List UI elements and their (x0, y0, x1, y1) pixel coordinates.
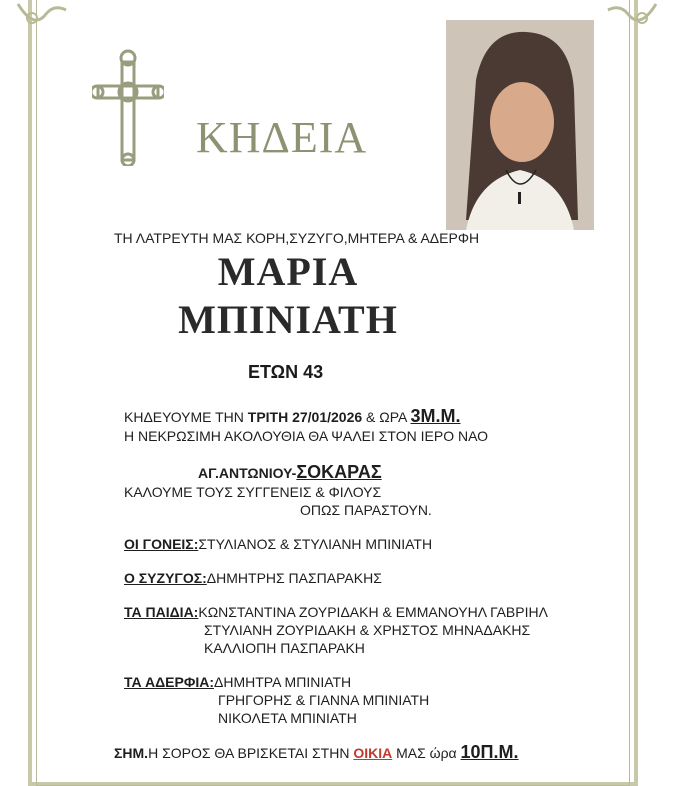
funeral-date-line (124, 406, 461, 427)
children-line-2: ΣΤΥΛΙΑΝΗ ΖΟΥΡΙΔΑΚΗ & ΧΡΗΣΤΟΣ ΜΗΝΑΔΑΚΗΣ (204, 622, 531, 638)
note-line (114, 742, 519, 763)
deceased-last-name: ΜΠΙΝΙΑΤΗ (178, 297, 398, 342)
children-line-3: ΚΑΛΛΙΟΠΗ ΠΑΣΠΑΡΑΚΗ (204, 640, 365, 656)
parents-label: ΟΙ ΓΟΝΕΙΣ: (124, 536, 199, 552)
funeral-time: 3Μ.Μ. (410, 406, 461, 426)
spouse-label: Ο ΣΥΖΥΓΟΣ: (124, 570, 207, 586)
note-place: ΟΙΚΙΑ (353, 745, 393, 761)
funeral-mid: & ΩΡΑ (362, 409, 411, 425)
deceased-photo (446, 20, 594, 230)
service-line: Η ΝΕΚΡΩΣΙΜΗ ΑΚΟΛΟΥΘΙΑ ΘΑ ΨΑΛΕΙ ΣΤΟΝ ΙΕΡΟ ΝΑΟ (124, 428, 489, 444)
children-line-1 (124, 604, 548, 620)
page-title: ΚΗΔΕΙΑ (196, 113, 368, 162)
orthodox-cross-icon (92, 48, 164, 166)
spouse-line (124, 570, 382, 586)
invite-line-1: ΚΑΛΟΥΜΕ ΤΟΥΣ ΣΥΓΓΕΝΕΙΣ & ΦΙΛΟΥΣ (124, 484, 382, 500)
children-label: ΤΑ ΠΑΙΔΙΑ: (124, 604, 199, 620)
funeral-prefix: ΚΗΔΕΥΟΥΜΕ ΤΗΝ (124, 409, 248, 425)
sibling-name: ΔΗΜΗΤΡΑ ΜΠΙΝΙΑΤΗ (214, 674, 352, 690)
children-name: ΚΩΝΣΤΑΝΤΙΝΑ ΖΟΥΡΙΔΑΚΗ & ΕΜΜΑΝΟΥΗΛ ΓΑΒΡΙΗΛ (198, 604, 548, 620)
note-label: ΣΗΜ. (114, 745, 149, 761)
siblings-line-1 (124, 674, 351, 690)
church-line (198, 462, 382, 483)
corner-ornament-right (596, 0, 660, 40)
deceased-age: ΕΤΩΝ 43 (248, 362, 324, 382)
invite-line-2: ΟΠΩΣ ΠΑΡΑΣΤΟΥΝ. (300, 502, 432, 518)
church-place: ΣΟΚΑΡΑΣ (296, 462, 382, 482)
siblings-line-2: ΓΡΗΓΟΡΗΣ & ΓΙΑΝΝΑ ΜΠΙΝΙΑΤΗ (218, 692, 430, 708)
siblings-label: ΤΑ ΑΔΕΡΦΙΑ: (124, 674, 214, 690)
spouse-name: ΔΗΜΗΤΡΗΣ ΠΑΣΠΑΡΑΚΗΣ (206, 570, 382, 586)
deceased-first-name: ΜΑΡΙΑ (217, 249, 359, 294)
funeral-date: ΤΡΙΤΗ 27/01/2026 (247, 409, 363, 425)
church-name: ΑΓ.ΑΝΤΩΝΙΟΥ- (198, 465, 297, 481)
note-time: 10Π.Μ. (460, 742, 519, 762)
note-text-2: ΜΑΣ ώρα (392, 745, 461, 761)
corner-ornament-left (14, 0, 78, 40)
note-text: Η ΣΟΡΟΣ ΘΑ ΒΡΙΣΚΕΤΑΙ ΣΤΗΝ (148, 745, 354, 761)
parents-names: ΣΤΥΛΙΑΝΟΣ & ΣΤΥΛΙΑΝΗ ΜΠΙΝΙΑΤΗ (198, 536, 433, 552)
siblings-line-3: ΝΙΚΟΛΕΤΑ ΜΠΙΝΙΑΤΗ (218, 710, 357, 726)
parents-line (124, 536, 432, 552)
dedication-text: ΤΗ ΛΑΤΡΕΥΤΗ ΜΑΣ ΚΟΡΗ,ΣΥΖΥΓΟ,ΜΗΤΕΡΑ & ΑΔΕΡΦΗ (114, 230, 480, 246)
